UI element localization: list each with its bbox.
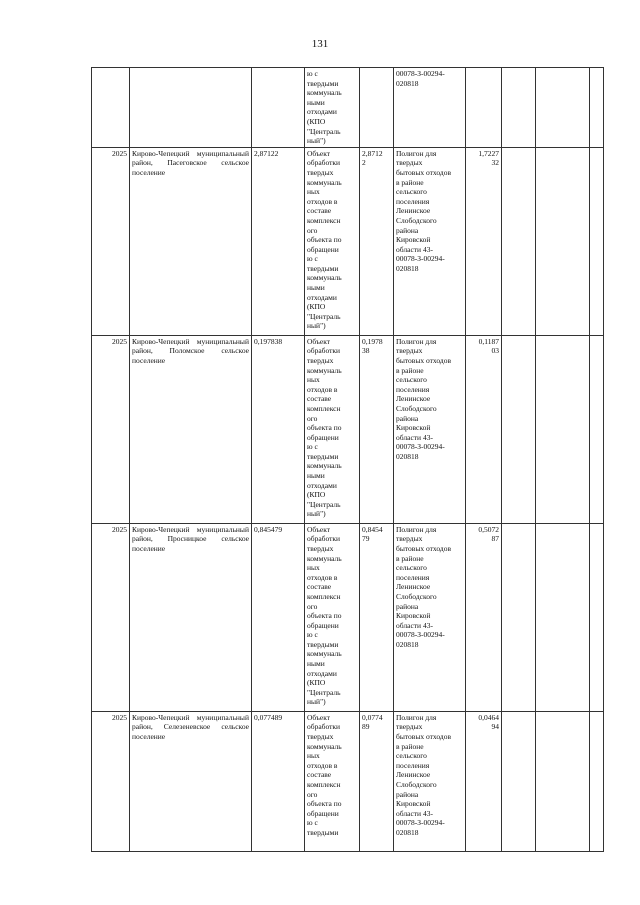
- data-table: [91, 67, 604, 852]
- empty-cell: [590, 68, 604, 148]
- treatment-mass-cell-text: 2,8712 2: [362, 148, 383, 168]
- mass-value-cell-text: 2,87122: [254, 148, 279, 158]
- territory-cell-text: Кирово-Чепецкий муниципальный район, Поломское сельское поселение: [132, 336, 249, 365]
- landfill-cell-text: Полигон для твердых бытовых отходов в районе сельского поселения Ленинское Слободского района Кировской области 43- 00078-З-00294- 020818: [396, 524, 452, 649]
- landfill-mass-cell: [466, 68, 502, 148]
- territory-cell: [130, 523, 252, 711]
- treatment-object-cell: [305, 523, 360, 711]
- territory-cell: [130, 147, 252, 335]
- treatment-mass-cell: [360, 523, 394, 711]
- treatment-mass-cell: [360, 335, 394, 523]
- empty-cell: [590, 523, 604, 711]
- treatment-object-cell: [305, 335, 360, 523]
- empty-cell: [536, 68, 590, 148]
- year-cell: [92, 335, 130, 523]
- treatment-object-cell-text: Объект обработки твердых коммуналь ных отходов в составе комплексн ого объекта по обращени ю с твердыми коммуналь ными отходами (КПО "Централь ный"): [307, 336, 342, 519]
- territory-cell: [130, 711, 252, 851]
- landfill-cell-text: Полигон для твердых бытовых отходов в районе сельского поселения Ленинское Слободского района Кировской области 43- 00078-З-00294- 020818: [396, 336, 452, 461]
- year-cell: [92, 147, 130, 335]
- treatment-mass-cell: [360, 147, 394, 335]
- table-row: [92, 523, 604, 711]
- treatment-object-cell-text: ю с твердыми коммуналь ными отходами (КПО "Централь ный"): [307, 69, 342, 146]
- mass-value-cell: [252, 711, 305, 851]
- empty-cell: [502, 711, 536, 851]
- empty-cell: [590, 711, 604, 851]
- mass-value-cell-text: 0,077489: [254, 712, 283, 722]
- mass-value-cell-text: 0,845479: [254, 524, 283, 534]
- year-cell-text: 2025: [112, 524, 127, 534]
- treatment-mass-cell-text: 0,0774 89: [362, 712, 383, 732]
- treatment-object-cell-text: Объект обработки твердых коммуналь ных отходов в составе комплексн ого объекта по обращени ю с твердыми: [307, 712, 342, 837]
- empty-cell: [590, 147, 604, 335]
- empty-cell: [536, 523, 590, 711]
- treatment-mass-cell: [360, 68, 394, 148]
- landfill-cell: [394, 711, 466, 851]
- empty-cell: [502, 335, 536, 523]
- mass-value-cell-text: 0,197838: [254, 336, 283, 346]
- treatment-mass-cell-text: 0,1978 38: [362, 336, 383, 356]
- landfill-mass-cell: [466, 335, 502, 523]
- mass-value-cell: [252, 68, 305, 148]
- year-cell-text: 2025: [112, 336, 127, 346]
- landfill-cell: [394, 68, 466, 148]
- empty-cell: [536, 147, 590, 335]
- year-cell-text: 2025: [112, 148, 127, 158]
- landfill-mass-cell: [466, 523, 502, 711]
- landfill-cell-text: Полигон для твердых бытовых отходов в районе сельского поселения Ленинское Слободского района Кировской области 43- 00078-З-00294- 020818: [396, 712, 452, 837]
- territory-cell-text: Кирово-Чепецкий муниципальный район, Селезеневское сельское поселение: [132, 712, 249, 741]
- treatment-object-cell: [305, 711, 360, 851]
- table-row: [92, 147, 604, 335]
- landfill-mass-cell-text: 0,1187 03: [478, 336, 499, 356]
- landfill-cell-text: Полигон для твердых бытовых отходов в районе сельского поселения Ленинское Слободского района Кировской области 43- 00078-З-00294- 020818: [396, 148, 452, 273]
- year-cell: [92, 711, 130, 851]
- landfill-cell-text: 00078-З-00294- 020818: [396, 69, 445, 88]
- empty-cell: [536, 335, 590, 523]
- landfill-mass-cell-text: 1,7227 32: [478, 148, 499, 168]
- landfill-mass-cell: [466, 711, 502, 851]
- landfill-cell: [394, 523, 466, 711]
- empty-cell: [590, 335, 604, 523]
- treatment-object-cell: [305, 147, 360, 335]
- landfill-mass-cell-text: 0,0464 94: [478, 712, 499, 732]
- mass-value-cell: [252, 335, 305, 523]
- territory-cell: [130, 68, 252, 148]
- year-cell: [92, 523, 130, 711]
- mass-value-cell: [252, 523, 305, 711]
- territory-cell-text: Кирово-Чепецкий муниципальный район, Просницкое сельское поселение: [132, 524, 249, 553]
- page-number: 131: [311, 38, 329, 50]
- treatment-object-cell: [305, 68, 360, 148]
- landfill-mass-cell-text: 0,5072 87: [478, 524, 499, 544]
- landfill-mass-cell: [466, 147, 502, 335]
- treatment-mass-cell-text: 0,8454 79: [362, 524, 383, 544]
- empty-cell: [502, 523, 536, 711]
- empty-cell: [536, 711, 590, 851]
- empty-cell: [502, 147, 536, 335]
- territory-cell-text: Кирово-Чепецкий муниципальный район, Пасеговское сельское поселение: [132, 148, 249, 177]
- landfill-cell: [394, 147, 466, 335]
- landfill-cell: [394, 335, 466, 523]
- table-row: [92, 711, 604, 851]
- table-row: [92, 335, 604, 523]
- treatment-object-cell-text: Объект обработки твердых коммуналь ных отходов в составе комплексн ого объекта по обращени ю с твердыми коммуналь ными отходами (КПО "Централь ный"): [307, 524, 342, 707]
- treatment-mass-cell: [360, 711, 394, 851]
- table-row: [92, 68, 604, 148]
- year-cell-text: 2025: [112, 712, 127, 722]
- empty-cell: [502, 68, 536, 148]
- mass-value-cell: [252, 147, 305, 335]
- territory-cell: [130, 335, 252, 523]
- treatment-object-cell-text: Объект обработки твердых коммуналь ных отходов в составе комплексн ого объекта по обращени ю с твердыми коммуналь ными отходами (КПО "Централь ный"): [307, 148, 342, 331]
- year-cell: [92, 68, 130, 148]
